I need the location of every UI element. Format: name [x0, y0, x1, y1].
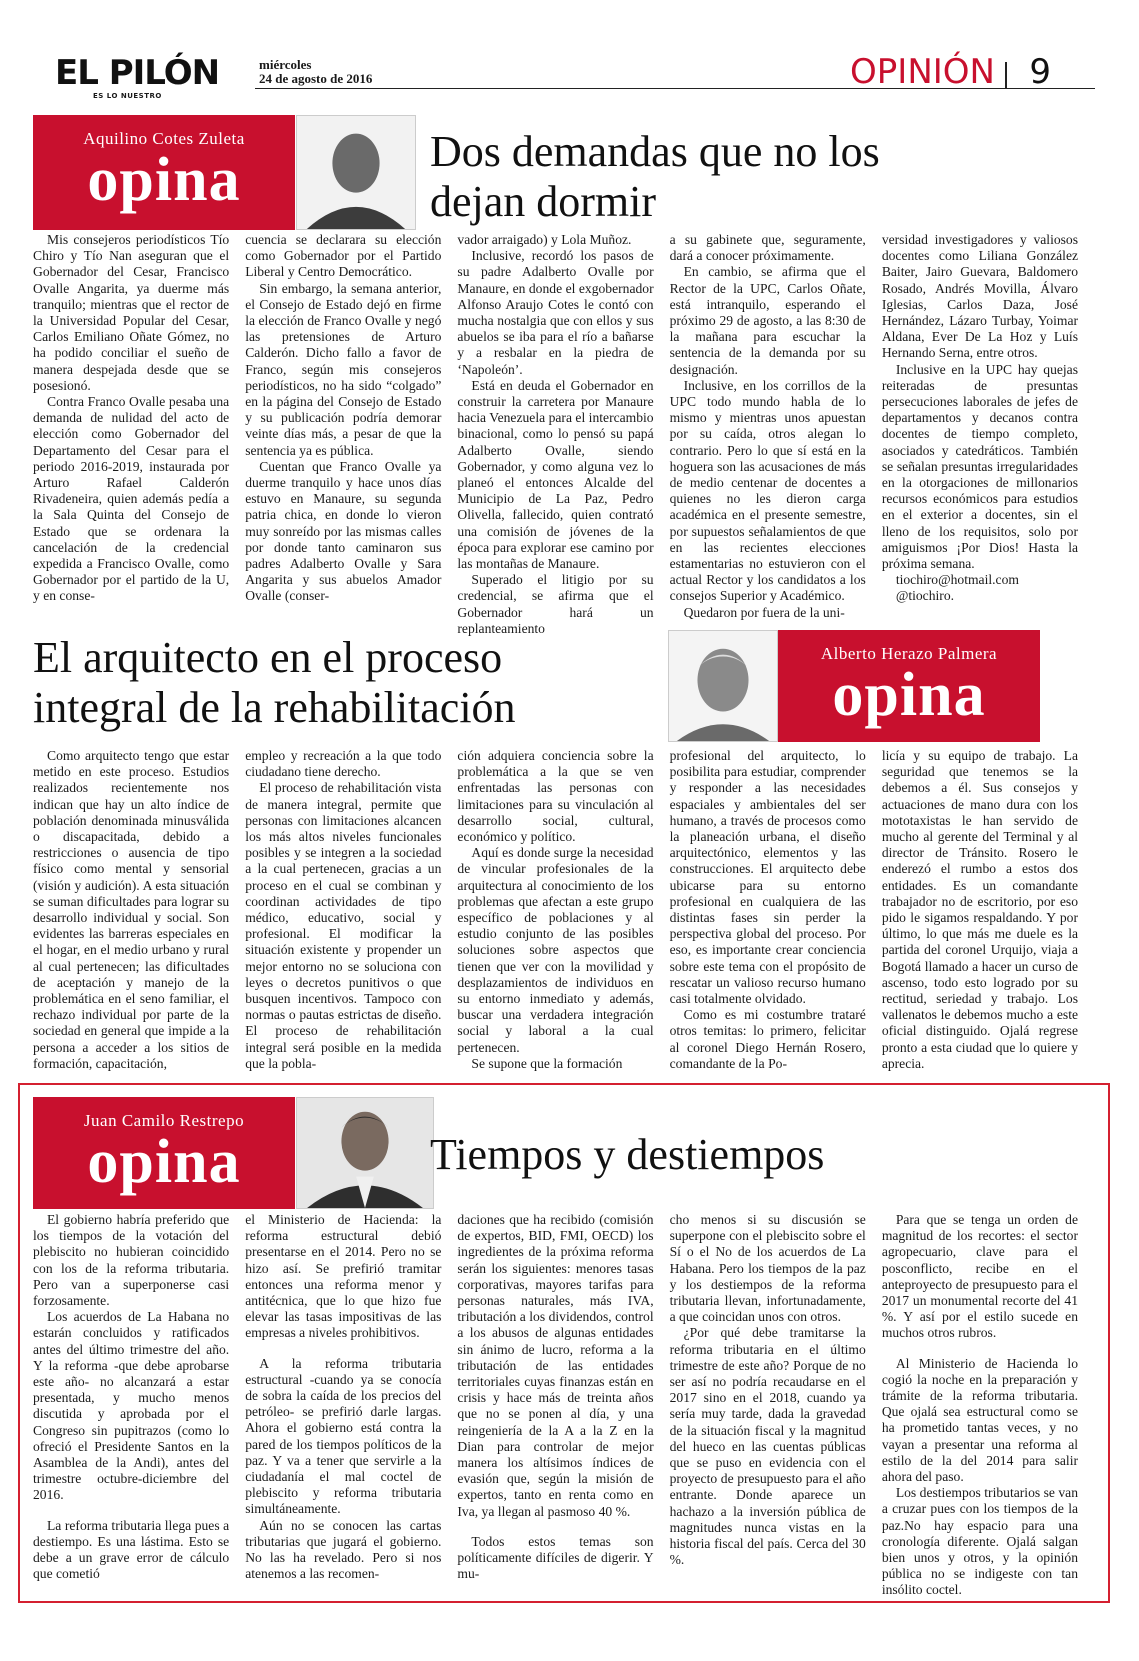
paragraph: Superado el litigio por su credencial, se afirma que el Gobernador hará un replanteamiento: [457, 572, 654, 636]
paragraph: Como es mi costumbre trataré otros temitas: lo primero, felicitar al coronel Diego Hernán Rosero, comandante de la Po-: [669, 1007, 866, 1071]
paragraph: cho menos si su discusión se superpone con el plebiscito sobre el Sí o el No de los acuerdos de La Habana. Pero los tiempos de la paz y los destiempos de la reforma tributaria llevan, infortunadamente, a que coincidan unos con otros.: [669, 1212, 866, 1325]
opina-badge: [33, 115, 295, 230]
author-handle: @tiochiro.: [895, 588, 955, 604]
article-body: [33, 1212, 1079, 1598]
article-body: [33, 232, 1079, 636]
author-portrait-icon: [668, 630, 778, 742]
paragraph: a su gabinete que, seguramente, dará a conocer próximamente.: [669, 232, 866, 264]
article-column: [457, 232, 654, 636]
article-column: [245, 232, 442, 604]
page-number: 9: [1029, 52, 1051, 92]
paragraph: empleo y recreación a la que todo ciudadano tiene derecho.: [245, 748, 442, 780]
opina-label: opina: [87, 146, 241, 214]
article-column: [33, 1212, 229, 1592]
issue-date: [259, 58, 372, 86]
article-column: [33, 748, 229, 1080]
issue-date-text: 24 de agosto de 2016: [259, 71, 373, 86]
article-body: [33, 748, 1078, 1080]
author-email: tiochiro@hotmail.com: [895, 572, 1019, 588]
paragraph: licía y su equipo de trabajo. La seguridad que tenemos se la debemos a él. Sus consejos y actuaciones de mano dura con los mototaxistas le han servido de mucho al gerente del Terminal y al director de Tránsito. Rosero le enderezó el rumbo a estos dos entidades. Es un comandante trabajador no de escritorio, por eso pido le sigamos respaldando. Y por último, lo que más me duele es la partida del coronel Urquijo, viaja a Bogotá llamado a hacer un curso de ascenso, todo esto logrado por su rectitud, seriedad y trabajo. Los vallenatos le debemos mucho a este oficial distinguido. Ojalá regrese pronto a esta ciudad que lo quiere y aprecia.: [881, 748, 1079, 1071]
paragraph: Inclusive en la UPC hay quejas reiteradas de presuntas persecuciones laborales de jefes de departamentos y decanos contra docentes de tiempo completo, asociados y catedráticos. También se señalan presuntas irregularidades en la otorgaciones de millonarios recursos económicos para estudios en el exterior a docentes, sin el lleno de los requisitos, solo por amiguismos ¡Por Dios! Hasta la próxima semana.: [881, 361, 1079, 572]
paragraph: ción adquiera conciencia sobre la problemática a la que se ven enfrentadas las personas con limitaciones para su vinculación al desarrollo social, cultural, económico y político.: [457, 748, 654, 845]
paragraph: A la reforma tributaria estructural -cuando ya se conocía de sobra la caída de los precios del petróleo- se prefirió darle largas. Ahora el gobierno está contra la pared de los tiempos políticos de la paz. Y va a tener que servirle a la ciudadanía el mal coctel de plebiscito y reforma tributaria simultáneamente.: [245, 1355, 442, 1517]
paragraph: Inclusive, en los corrillos de la UPC todo mundo habla de lo mismo y mientras unos apuestan por su caída, otros alegan lo contrario. Pero lo que sí está en la hoguera son las acusaciones de más de medio centenar de docentes a quienes no les dieron carga académica en el presente semestre, por supuestos señalamientos de que en las recientes elecciones estamentarias no estuvieron con el actual Rector y los candidatos a los consejos Superior y Académico.: [669, 377, 866, 604]
paragraph: ¿Por qué debe tramitarse la reforma tributaria en el último trimestre de este año? Porque de no ser así no podría recaudarse en el 2017 sino en el 2018, cuando ya sería muy tarde, dada la gravedad de la situación fiscal y la magnitud del hueco en las cuentas públicas que se puso en evidencia con el proyecto de presupuesto para el año entrante. Donde aparece un hachazo a la inversión pública de magnitudes nunca vistas en la historia fiscal del país. Cerca del 30 %.: [669, 1325, 866, 1568]
article-column: [457, 1212, 653, 1592]
author-name: Aquilino Cotes Zuleta: [83, 129, 245, 148]
paragraph: daciones que ha recibido (comisión de expertos, BID, FMI, OECD) los ingredientes de la próxima reforma serán los siguientes: menores tasas corporativas, mayores tarifas para personas naturales, más IVA, tributación a los dividendos, control a los abusos de algunas entidades sin ánimo de lucro, reforma a la tributación de las entidades territoriales cuyas finanzas están en crisis y hace más de treinta años que no se ponen al día, y una reingeniería de la A a la Z en la Dian para controlar de mejor manera los altísimos índices de evasión que, según la misión de expertos, tanto en renta como en Iva, ya llegan al pasmoso 40 %.: [457, 1212, 654, 1519]
author-portrait-icon: [296, 115, 416, 230]
paragraph: Los destiempos tributarios se van a cruzar pues con los tiempos de la paz.No hay espacio para una cronología diferente. Ojalá salgan bien unos y otros, y la opinión pública no se indigeste con tan insólito coctel.: [881, 1485, 1079, 1598]
article-column: [670, 748, 866, 1080]
paragraph: Contra Franco Ovalle pesaba una demanda de nulidad del acto de elección como Gobernador del Departamento del Cesar para el periodo 2016-2019, instaurada por Arturo Rafael Calderón Rivadeneira, quien además pedía a la Sala Quinta del Consejo de Estado que se ordenara la cancelación de la credencial expedida a Francisco Ovalle, como Gobernador por el partido de la U, y en conse-: [33, 394, 230, 604]
article-column: [881, 1212, 1079, 1598]
paragraph: El gobierno habría preferido que los tiempos de la votación del plebiscito no hubieran coincidido con los de la reforma tributaria. Pero van a superponerse casi forzosamente.: [33, 1212, 230, 1309]
brand-logo: EL PILÓN: [55, 53, 220, 93]
paragraph: Quedaron por fuera de la uni-: [683, 604, 845, 620]
brand-tagline: ES LO NUESTRO: [93, 92, 162, 100]
paragraph: La reforma tributaria llega pues a destiempo. Es una lástima. Esto se debe a un grave error de cálculo que cometió: [33, 1517, 230, 1582]
paragraph: Inclusive, recordó los pasos de su padre Adalberto Ovalle por Manaure, en donde el exgobernador Alfonso Araujo Cotes le contó con mucha nostalgia que con ellos y sus abuelos se iba para el río a bañarse y a resbalar en la piedra de ‘Napoleón’.: [457, 248, 654, 377]
opina-label: opina: [832, 661, 986, 729]
article-column: [881, 232, 1079, 604]
headline: [33, 633, 653, 733]
article-column: [33, 232, 230, 604]
paragraph: Aún no se conocen las cartas tributarias que jugará el gobierno. No las ha revelado. Pero si nos atenemos a las recomen-: [245, 1517, 442, 1582]
article-column: [669, 232, 866, 620]
author-portrait-icon: [296, 1097, 434, 1209]
article-column: [245, 748, 441, 1080]
section-separator: [1005, 62, 1007, 88]
paragraph: Mis consejeros periodísticos Tío Chiro y Tío Nan aseguran que el Gobernador del Cesar, Francisco Ovalle Angarita, ya duerme más tranquilo; mientras que el rector de la Universidad Popular del Cesar, Carlos Emiliano Oñate Gómez, no ha podido conciliar el sueño de manera despejada desde que se posesionó.: [33, 232, 230, 393]
article-column: [670, 1212, 866, 1592]
issue-weekday: miércoles: [259, 57, 312, 72]
paragraph: Todos estos temas son políticamente difíciles de digerir. Y mu-: [457, 1533, 654, 1582]
article-column: [457, 748, 653, 1080]
opina-label: opina: [87, 1128, 241, 1196]
paragraph: vador arraigado) y Lola Muñoz.: [457, 232, 632, 247]
paragraph: Está en deuda el Gobernador en construir la carretera por Manaure hacia Venezuela para el intercambio binacional, como lo pensó su papá Adalberto Ovalle, siendo Gobernador, y como alguna vez lo planeó el entonces Alcalde del Municipio de La Paz, Pedro Olivella, fallecido, quien contrató una comisión de jóvenes de la época para explorar ese camino por las montañas de Manaure.: [457, 377, 654, 572]
masthead: [55, 52, 1095, 100]
headline-line: Tiempos y destiempos: [430, 1130, 825, 1179]
paragraph: Cuentan que Franco Ovalle ya duerme tranquilo y hace unos días estuvo en Manaure, su segunda patria chica, en donde lo vieron muy sonreído por las mismas calles por donde tanto caminaron sus padres Adalberto Ovalle y Sara Angarita y sus abuelos Amador Ovalle (conser-: [245, 458, 442, 604]
opina-badge: [33, 1097, 295, 1209]
paragraph: versidad investigadores y valiosos docentes como Liliana González Baiter, Jairo Guevara, Baldomero Rosado, Andrés Movilla, Álvaro Iglesias, Carlos Daza, José Hernández, Lázaro Turbay, Yoimar Aldana, Ever De La Hoz y Luís Hernando Serna, entre otros.: [881, 232, 1079, 361]
headline-line: integral de la rehabilitación: [33, 683, 516, 732]
paragraph: El proceso de rehabilitación vista de manera integral, permite que personas con limitaciones alcancen los más altos niveles funcionales posibles y se integren a la sociedad a la cual pertenecen, gracias a un proceso en el cual se combinan y coordinan actividades de tipo médico, educativo, social y profesional. El modificar la situación existente y propender un mejor entorno no se soluciona con leyes o decretos punitivos o que busquen incentivos. Tampoco con normas o pautas estrictas de diseño. El proceso de rehabilitación integral será posible en la medida que la pobla-: [245, 780, 442, 1071]
headline: [430, 127, 1080, 227]
paragraph: Aquí es donde surge la necesidad de vincular profesionales de la arquitectura al conocimiento de los problemas que afectan a este grupo específico de poblaciones y al estudio conjunto de las posibles soluciones sobre aspectos que tienen que ver con la movilidad y desplazamientos de individuos en su entorno inmediato y además, buscar una verdadera integración social y laboral a la cual pertenecen.: [457, 845, 654, 1055]
paragraph: el Ministerio de Hacienda: la reforma estructural debió presentarse en el 2014. Pero no se hizo así. Se prefirió tramitar entonces una reforma menor y antitécnica, que lo que hizo fue elevar las tasas impositivas de las empresas a niveles prohibitivos.: [245, 1212, 442, 1341]
section-title: OPINIÓN: [850, 52, 995, 92]
paragraph: Como arquitecto tengo que estar metido en este proceso. Estudios realizados recientemente nos indican que hay un alto índice de población denominada minusválida o discapacitada, debido a restricciones o ausencia de tipo físico como mental y sensorial (visión y audición). A esta situación se suman dificultades para lograr su desarrollo individual y social. Son evidentes las barreras especiales en el hogar, en el medio urbano y rural al cual pertenecen; las dificultades de aceptación y manejo de la problemática en el seno familiar, el rechazo individual por parte de la sociedad en general que impide a la persona a acceder a los sitios de formación, capacitación,: [33, 748, 230, 1071]
headline: [430, 1130, 1070, 1180]
article-column: [245, 1212, 441, 1592]
author-name: Juan Camilo Restrepo: [83, 1111, 245, 1130]
article-column: [882, 748, 1078, 1080]
paragraph: Los acuerdos de La Habana no estarán concluidos y ratificados antes del último trimestre del año. Y la reforma -que debe aprobarse este año- no alcanzará a estar presentada, y mucho menos discutida y aprobada por el Congreso sin pupitrazos (como lo ofreció el Presidente Santos en la Asamblea de la Andi), antes del trimestre octubre-diciembre del 2016.: [33, 1309, 230, 1503]
headline-line: Dos demandas que no los: [430, 127, 880, 176]
paragraph: En cambio, se afirma que el Rector de la UPC, Carlos Oñate, está intranquilo, esperando el próximo 29 de agosto, a las 8:30 de la mañana para escuchar la sentencia de la demanda por su designación.: [669, 264, 866, 377]
paragraph: cuencia se declarara su elección como Gobernador por el Partido Liberal y Centro Democrático.: [245, 232, 442, 280]
opina-badge: [778, 630, 1040, 742]
paragraph: Para que se tenga un orden de magnitud de los recortes: el sector agropecuario, clave para el posconflicto, recibe en el anteproyecto de presupuesto para el 2017 un monumental recorte del 41 %. Y así por el estilo sucede en muchos otros rubros.: [881, 1212, 1079, 1341]
headline-line: dejan dormir: [430, 177, 657, 226]
author-name: Alberto Herazo Palmera: [820, 644, 998, 663]
headline-line: El arquitecto en el proceso: [33, 633, 503, 682]
paragraph: profesional del arquitecto, lo posibilita para estudiar, comprender y responder a las necesidades espaciales y ambientales del ser humano, a través de procesos como la planeación urbana, el diseño arquitectónico, elementos y las construcciones. El arquitecto debe ubicarse para su entorno profesional en cualquiera de las distintas fases sin perder la perspectiva global del proceso. Por eso, es importante crear conciencia sobre este tema con el propósito de rescatar un valioso recurso humano casi totalmente olvidado.: [669, 748, 866, 1007]
paragraph: Sin embargo, la semana anterior, el Consejo de Estado dejó en firme la elección de Franco Ovalle y negó las pretensiones de Arturo Calderón. Dicho fallo a favor de Franco, según mis consejeros periodísticos, no ha sido “colgado” en la página del Consejo de Estado y su publicación podría demorar veinte días más, a pesar de que la sentencia ya es pública.: [245, 280, 442, 458]
paragraph: Al Ministerio de Hacienda lo cogió la noche en la preparación y trámite de la reforma tributaria. Que ojalá sea estructural como se ha prometido tantas veces, y no vayan a presentar una reforma al estilo de la del 2014 para salir ahora del paso.: [881, 1355, 1079, 1485]
paragraph: Se supone que la formación: [471, 1055, 623, 1071]
